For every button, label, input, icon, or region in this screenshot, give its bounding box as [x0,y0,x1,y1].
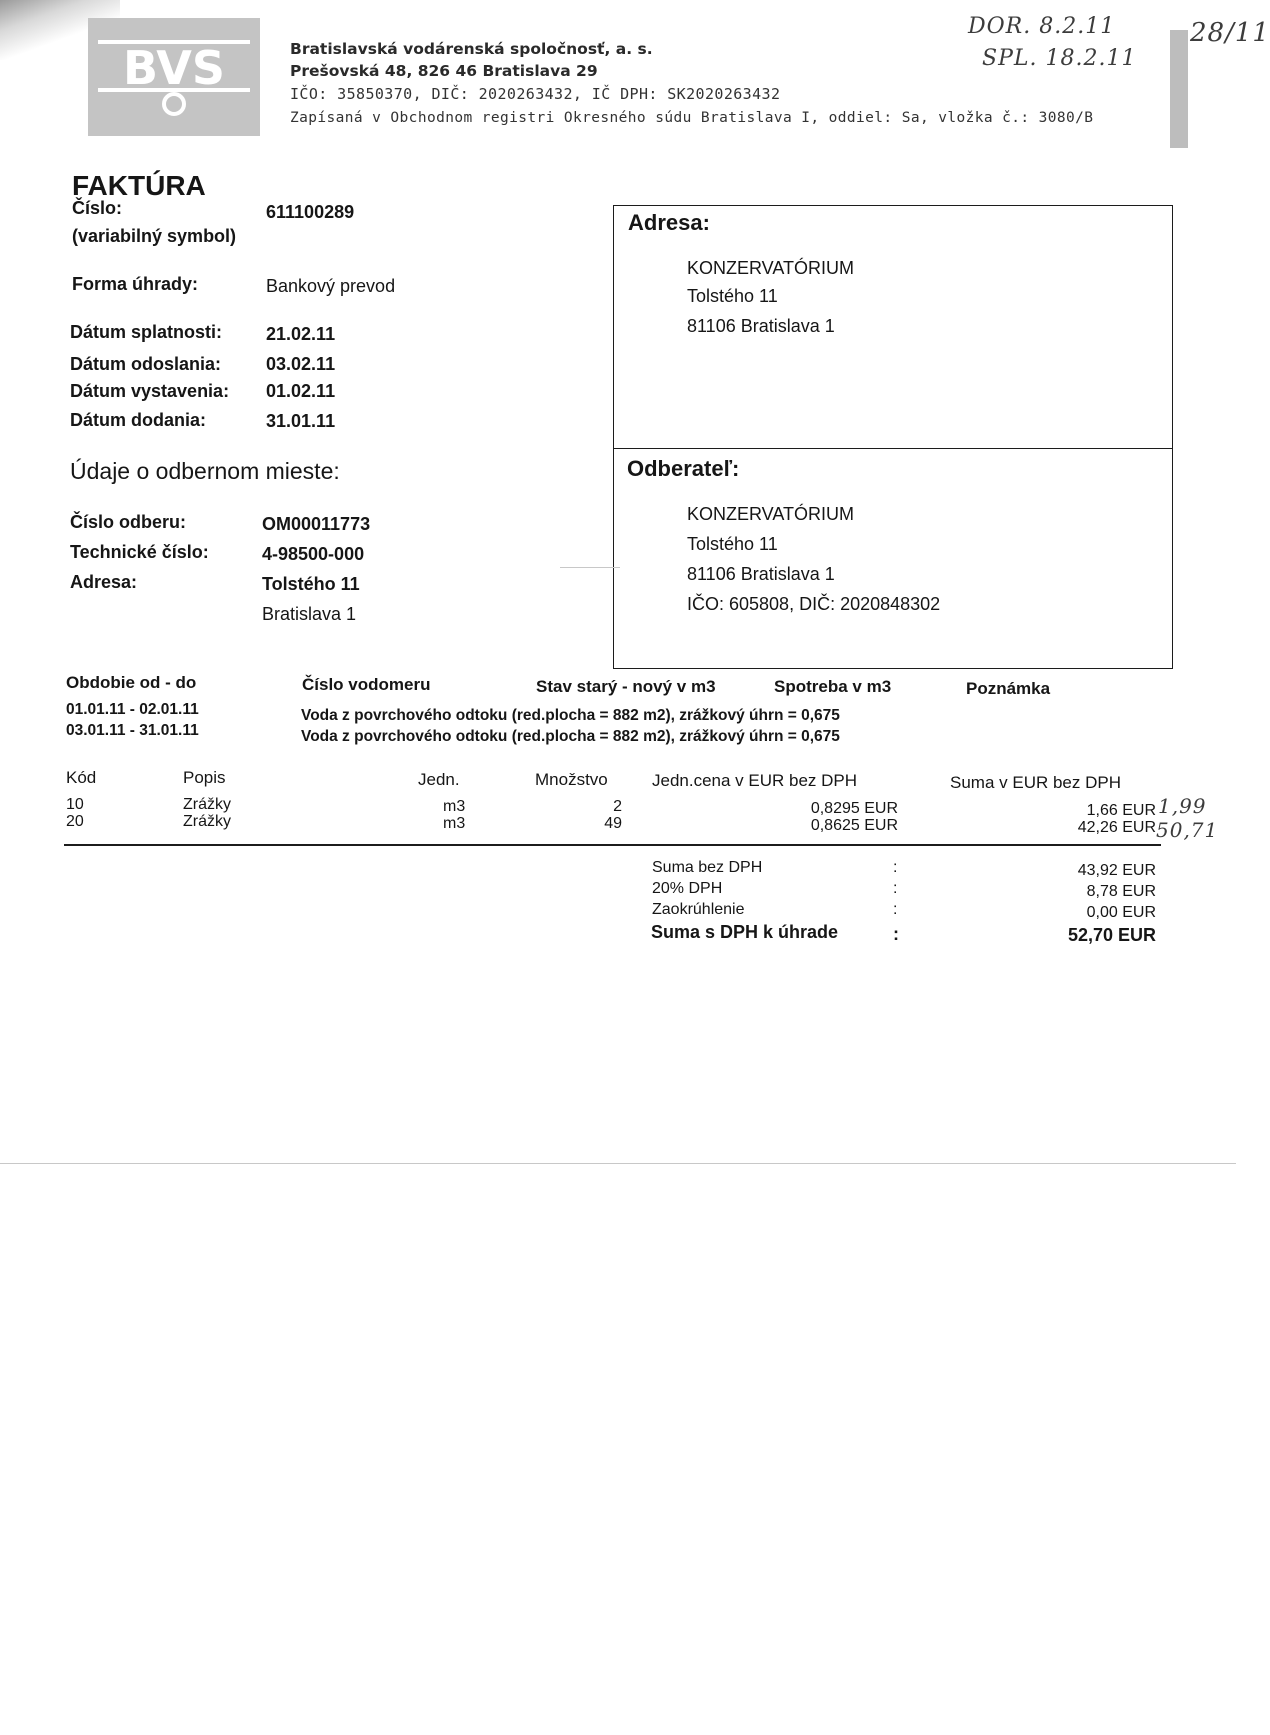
items-header-code: Kód [66,768,97,787]
item-row-1-desc: Zrážky [183,796,231,813]
address-line-2: Tolstého 11 [687,286,778,306]
customer-line-2: Tolstého 11 [687,534,778,554]
address-box-divider [613,448,1173,449]
item-row-2-price: 0,8625 EUR [810,817,898,834]
date-label-delivery: Dátum dodania: [70,410,207,430]
item-row-1-price: 0,8295 EUR [810,800,898,817]
summary-value-rounding: 0,00 EUR [1086,904,1156,921]
address-line-1: KONZERVATÓRIUM [687,258,855,278]
item-row-2-total: 42,26 EUR [1077,819,1156,836]
items-header-qty: Množstvo [535,770,608,789]
site-title: Údaje o odbernom mieste: [70,458,340,484]
invoice-number-label: Číslo: [72,198,123,218]
company-name: Bratislavská vodárenská spoločnosť, a. s. [290,40,653,58]
invoice-title: FAKTÚRA [72,170,206,201]
period-header-state: Stav starý - nový v m3 [536,677,716,696]
item-row-1-qty: 2 [613,798,622,815]
summary-sep-total: : [893,924,899,944]
handwritten-dor: DOR. 8.2.11 [968,14,1116,39]
item-row-2-code: 20 [66,813,84,830]
customer-line-1: KONZERVATÓRIUM [687,504,855,524]
period-row-2-desc: Voda z povrchového odtoku (red.plocha = 882 m2), zrážkový úhrn = 0,675 [301,728,840,745]
site-value-number: OM00011773 [262,514,371,534]
handwritten-amount-1: 1,99 [1158,794,1207,818]
summary-value-vat: 8,78 EUR [1086,883,1156,900]
summary-label-rounding: Zaokrúhlenie [652,901,745,918]
table-rule [64,844,1161,846]
company-registry: Zapísaná v Obchodnom registri Okresného súdu Bratislava I, oddiel: Sa, vložka č.: 3080/B [290,110,1094,126]
summary-label-net: Suma bez DPH [652,859,763,876]
summary-value-net: 43,92 EUR [1077,862,1156,879]
customer-line-4: IČO: 605808, DIČ: 2020848302 [687,594,941,614]
date-label-due: Dátum splatnosti: [70,322,223,342]
company-address: Prešovská 48, 826 46 Bratislava 29 [290,62,598,80]
scan-gray-bar [1170,30,1188,148]
date-value-sent: 03.02.11 [266,354,336,374]
date-value-delivery: 31.01.11 [266,411,336,431]
items-header-price: Jedn.cena v EUR bez DPH [652,771,858,790]
address-box-title: Adresa: [628,210,710,235]
payment-label: Forma úhrady: [72,274,199,294]
invoice-number: 611100289 [266,202,355,222]
summary-sep-net: : [893,859,898,876]
handwritten-spl: SPL. 18.2.11 [982,46,1137,71]
items-header-total: Suma v EUR bez DPH [950,773,1121,792]
item-row-2-qty: 49 [604,815,622,832]
date-label-sent: Dátum odoslania: [70,354,222,374]
period-header-consumption: Spotreba v m3 [774,677,892,696]
invoice-number-sub: (variabilný symbol) [72,226,237,246]
date-value-issued: 01.02.11 [266,381,336,401]
svg-text:BVS: BVS [123,41,225,95]
period-header-range: Obdobie od - do [66,673,197,692]
item-row-1-total: 1,66 EUR [1086,802,1156,819]
handwritten-corner: 28/11 [1190,18,1270,48]
date-label-issued: Dátum vystavenia: [70,381,230,401]
period-header-meter: Číslo vodomeru [302,675,431,694]
site-value-technical: 4-98500-000 [262,544,365,564]
bvs-logo-icon [88,18,260,136]
item-row-2-unit: m3 [443,815,466,832]
item-row-1-code: 10 [66,796,84,813]
company-ids: IČO: 35850370, DIČ: 2020263432, IČ DPH: SK2020263432 [290,85,781,103]
summary-sep-vat: : [893,880,898,897]
period-row-1-desc: Voda z povrchového odtoku (red.plocha = 882 m2), zrážkový úhrn = 0,675 [301,707,840,724]
summary-value-total: 52,70 EUR [1067,925,1156,945]
site-label-address: Adresa: [70,572,138,592]
item-row-1-unit: m3 [443,798,466,815]
summary-label-vat: 20% DPH [652,880,723,897]
handwritten-amount-2: 50,71 [1156,818,1219,842]
summary-sep-rounding: : [893,901,898,918]
date-value-due: 21.02.11 [266,324,336,344]
customer-line-3: 81106 Bratislava 1 [687,564,835,584]
site-label-number: Číslo odberu: [70,512,186,532]
scan-line-artifact [0,1163,1236,1164]
period-row-1-range: 01.01.11 - 02.01.11 [66,701,199,718]
item-row-2-desc: Zrážky [183,813,231,830]
payment-value: Bankový prevod [266,276,396,296]
summary-label-total: Suma s DPH k úhrade [651,922,839,942]
site-value-address: Tolstého 11 [262,574,360,594]
site-value-city: Bratislava 1 [262,604,357,624]
period-header-note: Poznámka [966,679,1051,698]
address-line-3: 81106 Bratislava 1 [687,316,835,336]
items-header-unit: Jedn. [418,770,460,789]
site-label-technical: Technické číslo: [70,542,209,562]
period-row-2-range: 03.01.11 - 31.01.11 [66,722,199,739]
items-header-desc: Popis [183,768,226,787]
customer-box-title: Odberateľ: [627,456,740,481]
scan-smudge [560,567,620,568]
company-logo [88,18,260,136]
